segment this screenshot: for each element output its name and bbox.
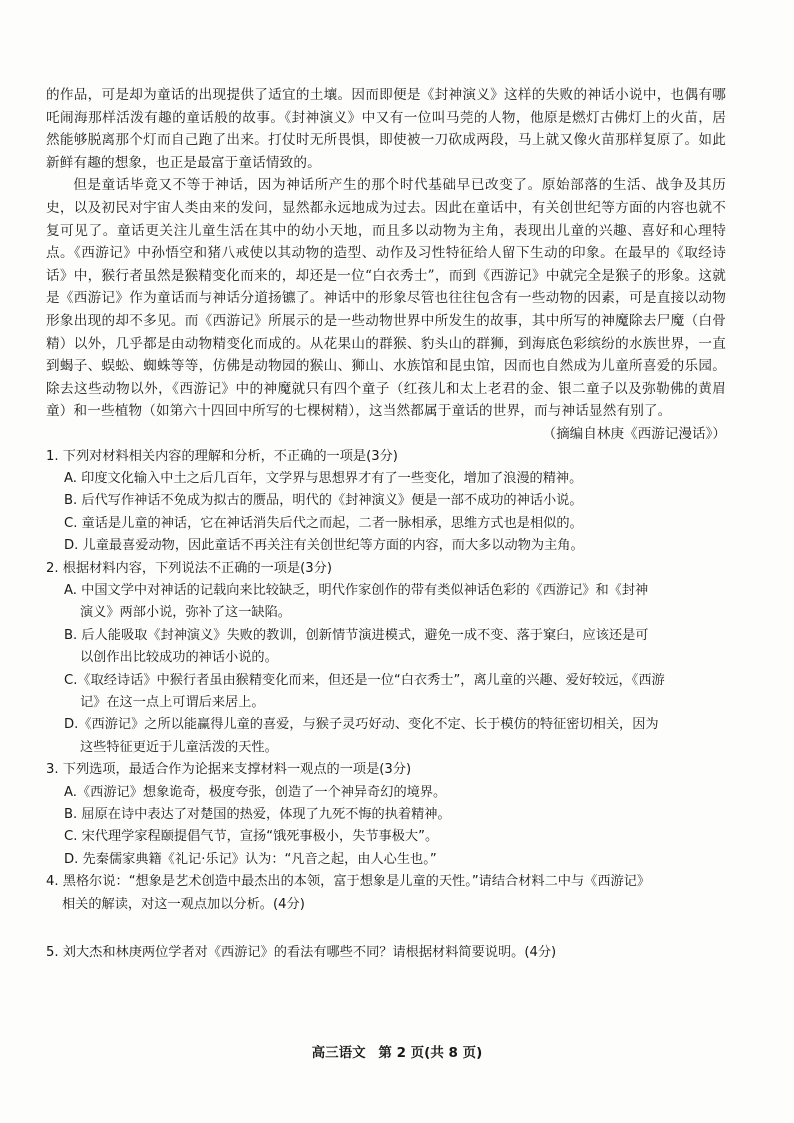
option-a: A.《西游记》想象诡奇，极度夸张，创造了一个神异奇幻的境界。 [64, 784, 447, 800]
page-footer [0, 1041, 794, 1061]
option-d-continued: 这些特征更近于儿童活泼的天性。 [80, 739, 278, 755]
passage-source: （摘编自林庚《西游记漫话》） [542, 425, 726, 442]
footer-subject: 高三语文 [311, 1045, 366, 1061]
question-stem: 1. 下列对材料相关内容的理解和分析，不正确的一项是(3分) [46, 448, 398, 464]
p2-line: 《西游记》中就完全是猴子的形象。这就是《西游记》作为童话而与神话分道扬镳了。神话中的形象尽 [46, 267, 727, 307]
footer-page-number: 第 2 页(共 8 页) [378, 1045, 483, 1061]
question-1 [46, 446, 726, 558]
p2-line: 从花果山的群猴、豹头山的群狮，到海底色彩缤纷的水族世界，一直到蝎子、蜈蚣、蜘蛛等等，仿佛是动物 [46, 335, 726, 375]
p2-line: 管也往往包含有一些动物的因素，可是直接以动物形象出现的却不多见。而《西游记》所展示的是一些 [46, 290, 726, 329]
p1-line: 佛灯上的火苗，居然能够脱离那个灯而自己跑了出来。打仗时无所畏惧，即使被一刀砍成两段，马上就 [46, 109, 726, 149]
p2-line: 园的猴山、狮山、水族馆和昆虫馆，因而也自然成为儿童所喜爱的乐园。除去这些动物以外，《西游 [46, 358, 726, 397]
passage-paragraph-1 [46, 84, 726, 174]
p2-line: 的兴趣、喜好和心理特点。《西游记》中孙悟空和猪八戒使以其动物的造型、动作及习性特征给人留 [46, 222, 726, 262]
p1-line: 的作品，可是却为童话的出现提供了适宜的土壤。因而即便是《封神演义》这样的失败的神话小说中， [46, 87, 671, 103]
question-5 [46, 942, 726, 964]
question-stem-continued: 相关的解读，对这一观点加以分析。(4分) [62, 896, 305, 912]
p2-line: 但是童话毕竟又不等于神话，因为神话所产生的那个时代基础早已改变了。原始部落的生活、战争 [73, 177, 684, 194]
p1-line: 又像火苗那样复原了。如此新鲜有趣的想象，也正是最富于童话情致的。 [46, 132, 726, 171]
option-b: B. 屈原在诗中表达了对楚国的热爱，体现了九死不悔的执着精神。 [64, 807, 451, 822]
question-2 [46, 558, 726, 760]
reading-passage [46, 84, 726, 446]
p2-line: 下生动的印象。在最早的《取经诗话》中，猴行者虽然是猴精变化而来的，却还是一位“白衣秀士”，而到 [46, 245, 726, 284]
option-b: B. 后人能吸取《封神演义》失败的教训，创新情节演进模式，避免一成不变、落于窠臼，应该还是可 [64, 627, 649, 643]
question-stem: 2. 根据材料内容，下列说法不正确的一项是(3分) [46, 560, 333, 576]
p2-line: 第六十四回中所写的七棵树精），这当然都属于童话的世界，而与神话显然有别了。 [169, 403, 672, 420]
option-c: C. 童话是儿童的神话，它在神话消失后代之而起，二者一脉相承，思维方式也是相似的。 [64, 515, 583, 531]
p2-line: 动物世界中所发生的故事，其中所写的神魔除去尸魔（白骨精）以外，几乎都是由动物精变化而成的。 [46, 312, 726, 352]
p1-line: 也偶有哪吒闹海那样活泼有趣的童话般的故事。《封神演义》中又有一位叫马莞的人物，他原是燃灯古 [46, 87, 726, 126]
question-stem: 4. 黑格尔说：“想象是艺术创造中最杰出的本领，富于想象是儿童的天性。”请结合材料二中与《西游记》 [46, 874, 651, 890]
p2-line: 面的内容也就不复可见了。童话更关注儿童生活在其中的幼小天地，而且多以动物为主角，表现出儿童 [46, 199, 726, 239]
option-d: D.《西游记》之所以能赢得儿童的喜爱，与猴子灵巧好动、变化不定、长于模仿的特征密切相关，因为 [64, 717, 659, 733]
option-a-continued: 演义》两部小说，弥补了这一缺陷。 [80, 605, 291, 621]
passage-paragraph-2 [46, 174, 726, 423]
option-c: C. 宋代理学家程颐提倡气节，宣扬“饿死事极小，失节事极大”。 [64, 829, 439, 845]
option-b-continued: 以创作出比较成功的神话小说的。 [80, 650, 278, 666]
p2-line: 记》中的神魔就只有四个童子（红孩儿和太上老君的金、银二童子以及弥勒佛的黄眉童）和一些植物（如 [46, 380, 726, 420]
option-a: A. 印度文化输入中土之后几百年，文学界与思想界才有了一些变化，增加了浪漫的精神。 [64, 470, 583, 486]
option-b: B. 后代写作神话不免成为拟古的赝品，明代的《封神演义》便是一部不成功的神话小说。 [64, 493, 583, 509]
question-stem: 5. 刘大杰和林庚两位学者对《西游记》的看法有哪些不同？请根据材料简要说明。(4分) [46, 945, 557, 961]
option-c: C.《取经诗话》中猴行者虽由猴精变化而来，但还是一位“白衣秀士”，离儿童的兴趣、爱好较远，《西游 [64, 672, 665, 688]
option-d: D. 先秦儒家典籍《礼记·乐记》认为：“凡音之起，由人心生也。” [64, 851, 437, 867]
question-3 [46, 759, 726, 871]
question-stem: 3. 下列选项，最适合作为论据来支撑材料一观点的一项是(3分) [46, 762, 412, 778]
option-a: A. 中国文学中对神话的记载向来比较缺乏，明代作家创作的带有类似神话色彩的《西游记》和《封神 [64, 582, 649, 598]
question-4 [46, 871, 726, 916]
option-c-continued: 记》在这一点上可谓后来居上。 [80, 694, 265, 710]
option-d: D. 儿童最喜爱动物，因此童话不再关注有关创世纪等方面的内容，而大多以动物为主角。 [64, 538, 584, 554]
p2-line: 及其历史，以及初民对宇宙人类由来的发问，显然都永远地成为过去。因此在童话中，有关创世纪等方 [46, 177, 726, 216]
